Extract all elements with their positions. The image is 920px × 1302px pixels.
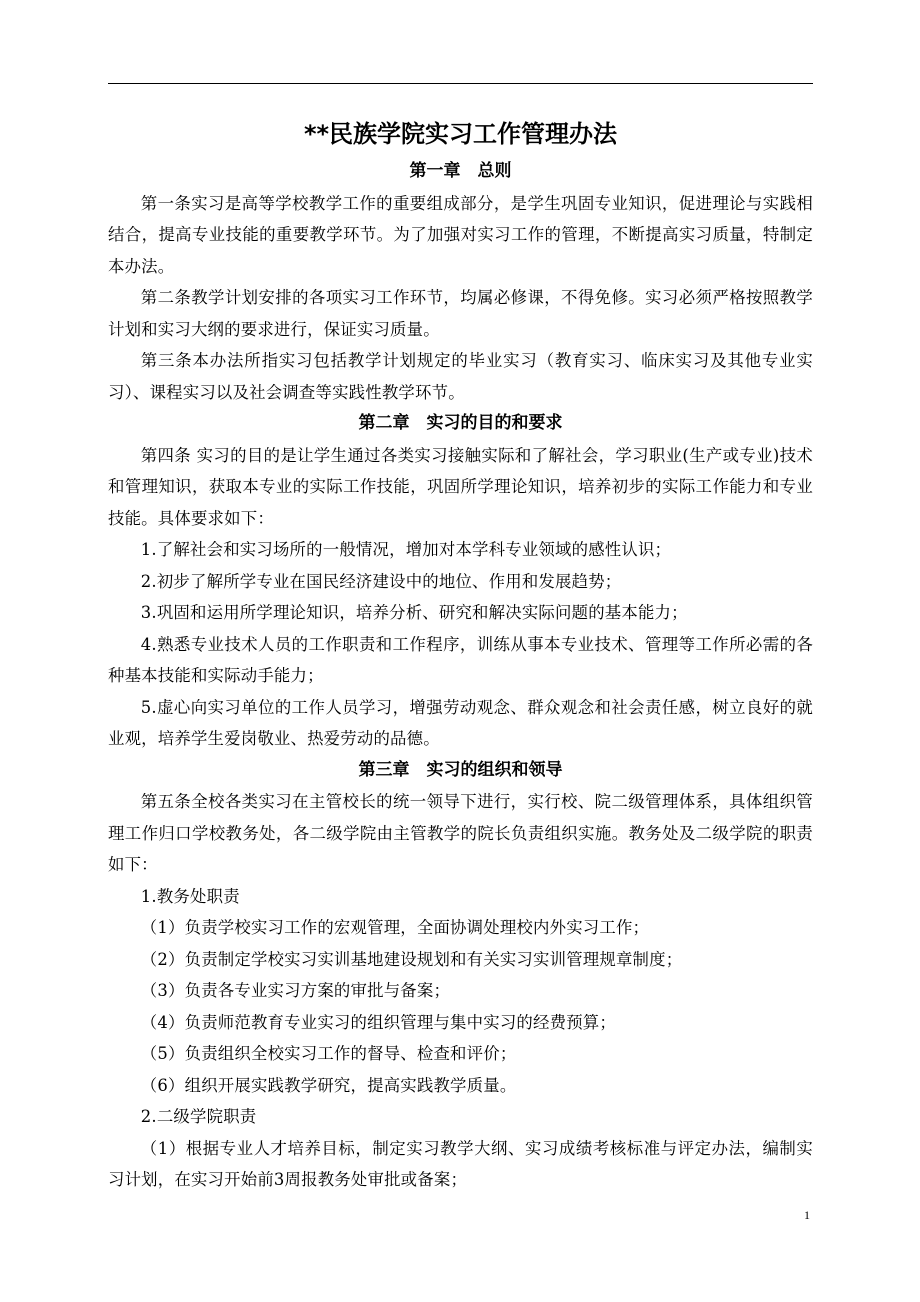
list-item: 2.初步了解所学专业在国民经济建设中的地位、作用和发展趋势； — [140, 571, 622, 591]
article-paragraph: 第四条 实习的目的是让学生通过各类实习接触实际和了解社会，学习职业(生产或专业)技术和管理知识，获取本专业的实际工作技能，巩固所学理论知识，培养初步的实际工作能力和专业技能。具体要求如下： — [108, 445, 813, 528]
document-body — [108, 112, 813, 1196]
list-item: 1.了解社会和实习场所的一般情况，增加对本学科专业领域的感性认识； — [140, 540, 672, 559]
section-heading: 1.教务处职责 — [140, 886, 240, 906]
list-item: （1）负责学校实习工作的宏观管理，全面协调处理校内外实习工作； — [140, 918, 650, 937]
list-item: （2）负责制定学校实习实训基地建设规划和有关实习实训管理规章制度； — [140, 949, 683, 969]
list-item: （5）负责组织全校实习工作的督导、检查和评价； — [140, 1044, 517, 1063]
chapter-heading: 第一章 总则 — [409, 161, 512, 181]
list-item: 3.巩固和运用所学理论知识，培养分析、研究和解决实际问题的基本能力； — [140, 603, 688, 622]
section-heading: 2.二级学院职责 — [140, 1107, 257, 1126]
list-item: （6）组织开展实践教学研究，提高实践教学质量。 — [140, 1075, 517, 1095]
chapter-heading: 第二章 实习的目的和要求 — [358, 413, 563, 433]
list-item: （1）根据专业人才培养目标，制定实习教学大纲、实习成绩考核标准与评定办法，编制实习计划，在实习开始前3周报教务处审批或备案； — [108, 1138, 813, 1189]
list-item: （3）负责各专业实习方案的审批与备案； — [140, 981, 451, 1000]
document-title: **民族学院实习工作管理办法 — [303, 120, 618, 148]
page-number: 1 — [804, 1208, 810, 1222]
article-paragraph: 第三条本办法所指实习包括教学计划规定的毕业实习（教育实习、临床实习及其他专业实习）、课程实习以及社会调查等实践性教学环节。 — [108, 351, 813, 402]
list-item: 4.熟悉专业技术人员的工作职责和工作程序，训练从事本专业技术、管理等工作所必需的各种基本技能和实际动手能力； — [108, 634, 813, 685]
article-paragraph: 第五条全校各类实习在主管校长的统一领导下进行，实行校、院二级管理体系，具体组织管理工作归口学校教务处，各二级学院由主管教学的院长负责组织实施。教务处及二级学院的职责如下： — [108, 792, 813, 874]
article-paragraph: 第二条教学计划安排的各项实习工作环节，均属必修课，不得免修。实习必须严格按照教学计划和实习大纲的要求进行，保证实习质量。 — [108, 288, 813, 339]
list-item: （4）负责师范教育专业实习的组织管理与集中实习的经费预算； — [140, 1012, 616, 1032]
chapter-heading: 第三章 实习的组织和领导 — [358, 759, 563, 780]
article-paragraph: 第一条实习是高等学校教学工作的重要组成部分，是学生巩固专业知识，促进理论与实践相结合，提高专业技能的重要教学环节。为了加强对实习工作的管理，不断提高实习质量，特制定本办法。 — [108, 193, 813, 276]
list-item: 5.虚心向实习单位的工作人员学习，增强劳动观念、群众观念和社会责任感，树立良好的就业观，培养学生爱岗敬业、热爱劳动的品德。 — [108, 697, 813, 748]
header-rule — [108, 83, 813, 84]
